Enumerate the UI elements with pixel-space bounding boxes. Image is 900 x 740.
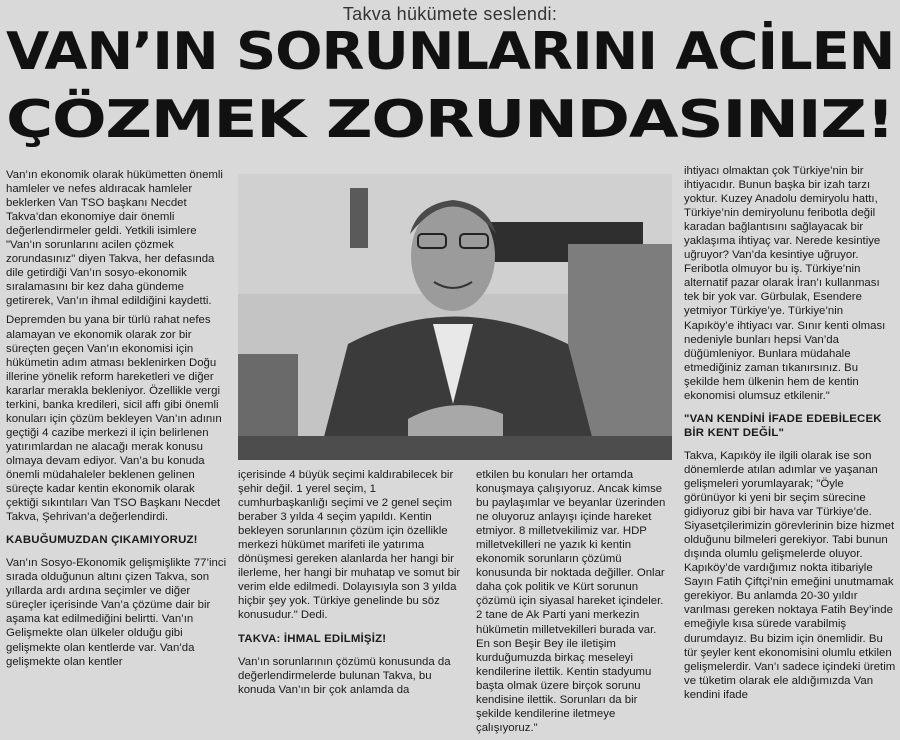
subheading: KABUĞUMUZDAN ÇIKAMIYORUZ! [6,534,198,547]
portrait-illustration [238,174,672,460]
paragraph: Depremden bu yana bir türlü rahat nefes alamayan ve ekonomik olarak zor bir süreçten geçen Van’ın ekonomisi için hükümetin adım atması beklenirken Doğu illerine yönelik reform hareketleri ve diğer kararlar merakla bekleniyor. Özellikle vergi terkini, banka kredileri, sicil affı gibi önemli konuları için çözüm bekleyen Van’ın adının geçtiği 4 cazibe merkezi il için belirlenen yatırımlardan ne alacağı merak konusu olmaya devam ediyor. Van’a bu konuda önemli müdahaleler beklenen gelinen süreçte kadar kentin ekonomik olarak çektiği sıkıntıları Van TSO Başkanı Necdet Takva, Şehrivan’a değerlendirdi. [6,314,222,524]
headline-line-2: ÇÖZMEK ZORUNDASINIZ! [6,90,894,150]
headline-line-1: VAN’IN SORUNLARINI ACİLEN [6,22,895,82]
article-column-2 [238,468,466,702]
subheading: TAKVA: İHMAL EDİLMİŞİZ! [238,632,387,645]
kicker: Takva hükümete seslendi: [342,4,558,24]
article-column-4 [684,164,896,707]
portrait-photo [238,174,672,460]
paragraph: içerisinde 4 büyük seçimi kaldırabilecek bir şehir değil. 1 yerel seçim, 1 cumhurbaşkanlığı seçimi ve 2 genel seçim beraber 3 yılda 4 seçim yapıldı. Kentin bekleyen sorunlarının çözüm için özellikle merkezi hükümet marifeti ile yatırıma dönüşmesi gereken alanlarda her hangi bir ilerleme, her hangi bir muhatap ve somut bir verim elde edilmedi. Dolayısıyla son 3 yılda hiçbir şey yok. Türkiye genelinde bu söz konusudur." Dedi. [238,469,461,622]
paragraph: etkilen bu konuları her ortamda konuşmaya çalışıyoruz. Ancak kimse bu paylaşımlar ve beyanlar üzerinden ne oluyoruz anlayışı içinde hareket etmiyor. 8 milletvekilimiz var. HDP milletvekilleri ne yazık ki kentin ekonomik sorunların çözümü konusunda bir noktada değiller. Onlar daha çok politik ve Kürt sorunun çözümü için siyasal hareket içindeler. 2 tane de Ak Parti yani merkezin hükümetin milletvekilleri burada var. En son Beşir Bey ile iletişim kurduğumuzda birkaç meseleyi kendilerine ilettik. Kentin stadyumu başta olmak üzere birçok sorunu kendisine ilettik. Sorunları da bir şekilde kendilerine iletmeye çalışıyoruz." [476,469,666,734]
article-column-1 [6,168,228,674]
paragraph: Van’ın sorunlarının çözümü konusunda da değerlendirmelerde bulunan Takva, bu konuda Van’ın bir çok anlamda da [238,655,451,696]
article-column-3 [476,468,672,740]
paragraph: Van’ın ekonomik olarak hükümetten önemli hamleler ve nefes aldıracak hamleler beklerken Van TSO başkanı Necdet Takva’dan ekonomiye dair önemli değerlendirmeler geldi. Yetkili isimlere "Van’ın sorunlarını acilen çözmek zorundasınız" diyen Takva, her defasında dile getirdiği Van’ın sosyo-ekonomik sıralamasını bir kez daha gündeme getirerek, Van’ın ihmal edildiğini kaydetti. [6,169,223,308]
paragraph: Van’ın Sosyo-Ekonomik gelişmişlikte 77’inci sırada olduğunun altını çizen Takva, son yıllarda ardı ardına seçimler ve diğer süreçler içerisinde Van’a çözüme dair bir aşama kat edilmediğini belirtti. Van’ın Gelişmekte olan ülkeler olduğu gibi gelişmekte olan kentlerde var. Van’da gelişmekte olan kentler [6,557,227,668]
paragraph: Takva, Kapıköy ile ilgili olarak ise son dönemlerde atılan adımlar ve yaşanan gelişmeleri yorumlayarak; "Öyle görünüyor ki yeni bir seçim sürecine gidiyoruz gibi bir hava var Türkiye’de. Siyasetçilerimizin görevlerinin bize hizmet olduğunu bilmeleri gerekiyor. Tabi bunun dışında olumlu gelişmelerde oluyor. Kapıköy’de vardığımız nokta itibariyle Sayın Fatih Çiftçi’nin emeğini unutmamak gerekiyor. Bu anlamda 20-30 yıldır varılması gereken noktaya Fatih Bey’inde emeğiyle kısa sürede varabilmiş durumdayız. Bu bizim için önemlidir. Bu tür şeyler kent ekonomisini olumlu etkilen gelişmelerdir. Van’ı sadece içindeki üretim ve tüketim olarak ele aldığımızda Van kendini ifade [684,449,896,701]
subheading: "VAN KENDİNİ İFADE EDEBİLECEK BİR KENT DEĞİL" [684,412,882,439]
paragraph: ihtiyacı olmaktan çok Türkiye’nin bir ihtiyacıdır. Bunun başka bir izah tarzı yoktur. Kuzey Anadolu demiryolu hattı, Türkiye’nin demiryolunu feribotla değil karadan bağlantısını sağlayacak bir yaklaşıma ihtiyaç var. Nerede kesintiye uğruyor? Van’da kesintiye uğruyor. Feribotla olmuyor bu iş. Türkiye’nin alternatif pazar olarak İran’ı kullanması tek bir yok var. Gürbulak, Esendere yetmiyor Türkiye’ye. Türkiye’nin Kapıköy’e ihtiyacı var. Sınır kenti olması nedeniyle bunları hepsi Van’da düğümleniyor. Bunlara müdahale etmediğiniz zaman tıkanırsınız. Bu şekilde hem ülkenin hem de kentin ekonomisi olumsuz etkilenir." [684,165,886,402]
